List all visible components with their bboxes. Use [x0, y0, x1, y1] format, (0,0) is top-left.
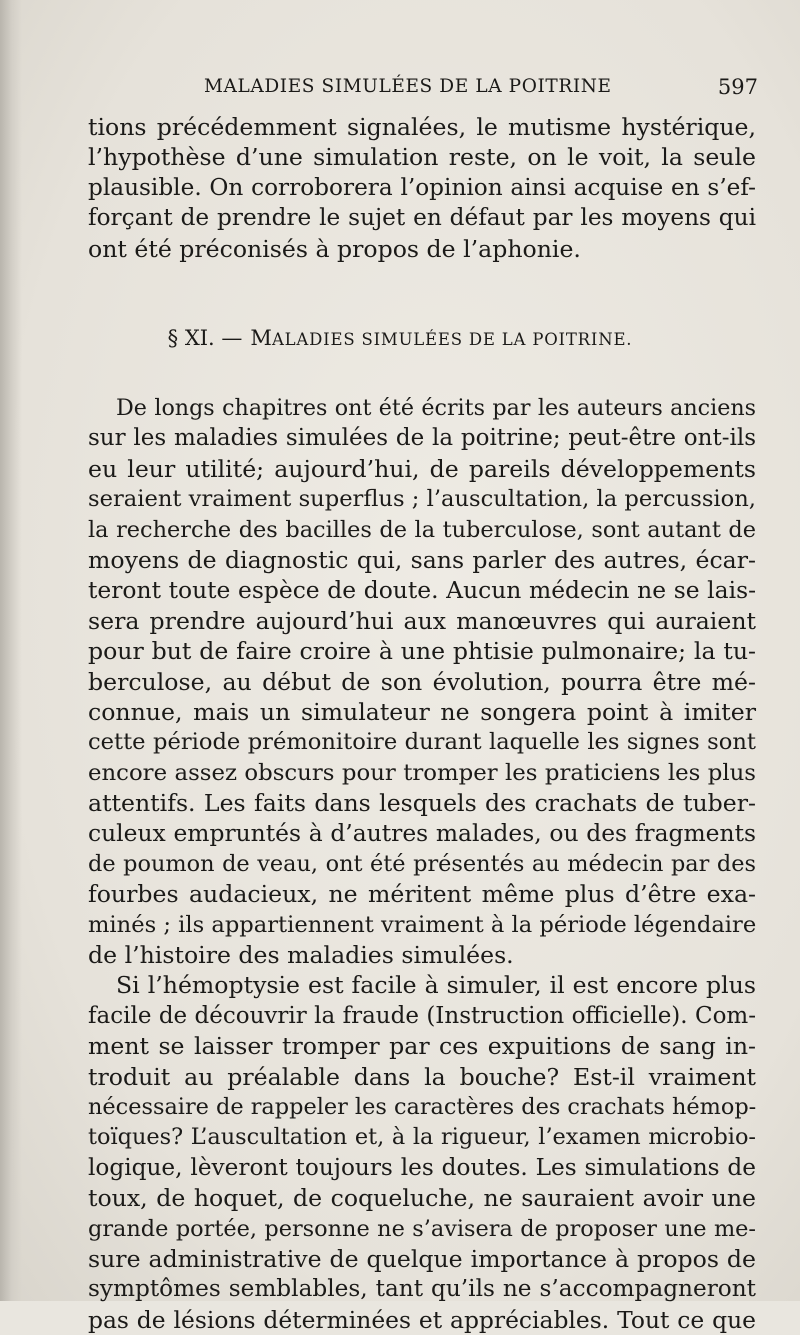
text-line: sera prendre aujourd’hui aux manœuvres qui auraient	[88, 606, 756, 635]
text-line: de poumon de veau, ont été présentés au médecin par des	[88, 850, 756, 877]
text-line: nécessaire de rappeler les caractères des crachats hémop-	[88, 1093, 757, 1120]
paragraph-continued	[88, 112, 756, 264]
text-line: pas de lésions déterminées et appréciables. Tout ce que	[88, 1305, 756, 1334]
text-line: berculose, au début de son évolution, pourra être mé-	[88, 667, 756, 696]
text-line: l’hypothèse d’une simulation reste, on le voit, la seule	[88, 143, 756, 172]
text-line: sure administrative de quelque importance à propos de	[88, 1244, 756, 1273]
text-line: grande portée, personne ne s’avisera de proposer une me-	[88, 1215, 756, 1242]
running-title: MALADIES SIMULÉES DE LA POITRINE	[204, 76, 612, 97]
text-line: De longs chapitres ont été écrits par les auteurs anciens	[116, 395, 756, 421]
text-line: facile de découvrir la fraude (Instruction officielle). Com-	[88, 1002, 756, 1029]
text-line: encore assez obscurs pour tromper les praticiens les plus	[88, 759, 756, 786]
text-line: de l’histoire des maladies simulées.	[88, 941, 514, 970]
text-line: forçant de prendre le sujet en défaut par les moyens qui	[88, 204, 756, 232]
text-line: cette période prémonitoire durant laquelle les signes sont	[88, 729, 756, 756]
text-line: toux, de hoquet, de coqueluche, ne sauraient avoir une	[88, 1184, 756, 1213]
text-line: tions précédemment signalées, le mutisme hystérique,	[88, 113, 756, 141]
section-title-initial: M	[250, 326, 272, 350]
text-line: seraient vraiment superflus ; l’auscultation, la percussion,	[88, 486, 756, 513]
text-line: pour but de faire croire à une phtisie pulmonaire; la tu-	[88, 637, 756, 666]
text-line: attentifs. Les faits dans lesquels des crachats de tuber-	[88, 789, 756, 818]
section-title-rest: ALADIES SIMULÉES DE LA POITRINE.	[271, 330, 633, 349]
text-line: eu leur utilité; aujourd’hui, de pareils développements	[88, 454, 756, 483]
text-line: Si l’hémoptysie est facile à simuler, il est encore plus	[116, 971, 756, 1000]
running-header	[88, 76, 758, 102]
section-mark: § XI. —	[167, 326, 243, 350]
text-line: minés ; ils appartiennent vraiment à la période légendaire	[88, 911, 757, 938]
text-line: moyens de diagnostic qui, sans parler des autres, écar-	[88, 545, 756, 574]
section-heading	[0, 326, 800, 350]
text-line: symptômes semblables, tant qu’ils ne s’accompagneront	[88, 1275, 756, 1303]
text-line: fourbes audacieux, ne méritent même plus d’être exa-	[88, 880, 756, 909]
text-line: connue, mais un simulateur ne songera point à imiter	[88, 697, 756, 726]
text-line: logique, lèveront toujours les doutes. Les simulations de	[88, 1153, 756, 1181]
text-line: teront toute espèce de doute. Aucun médecin ne se lais-	[88, 576, 756, 605]
text-line: ont été préconisés à propos de l’aphonie.	[88, 234, 581, 263]
page-number: 597	[717, 75, 758, 99]
text-line: plausible. On corroborera l’opinion ainsi acquise en s’ef-	[88, 173, 756, 201]
text-line: sur les maladies simulées de la poitrine; peut-être ont-ils	[88, 425, 756, 452]
text-line: toïques? L’auscultation et, à la rigueur, l’examen microbio-	[88, 1124, 756, 1151]
binding-shadow	[0, 0, 22, 1301]
text-line: troduit au préalable dans la bouche? Est-il vraiment	[88, 1062, 756, 1091]
text-line: la recherche des bacilles de la tuberculose, sont autant de	[88, 516, 756, 543]
text-line: ment se laisser tromper par ces expuitions de sang in-	[88, 1032, 756, 1061]
text-line: culeux empruntés à d’autres malades, ou des fragments	[88, 819, 756, 848]
body-text	[88, 393, 756, 1335]
